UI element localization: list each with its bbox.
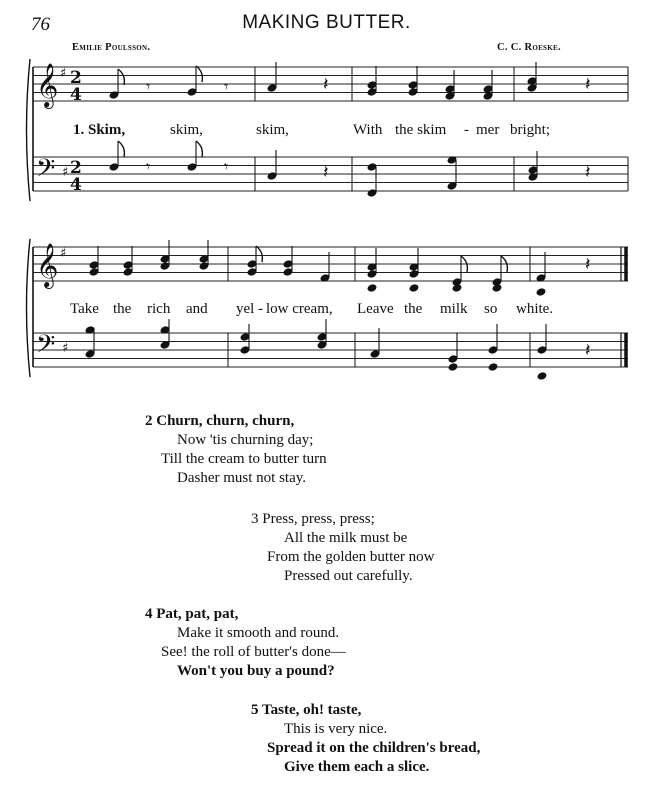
system-brace (27, 59, 31, 201)
time-signature-icon: 4 (70, 175, 82, 195)
lyric-syllable: the skim (395, 122, 447, 138)
verse-line: Now 'tis churning day; (177, 432, 314, 448)
verse-line: Make it smooth and round. (177, 625, 340, 641)
lyric-syllable: - (464, 122, 469, 138)
verse-line: This is very nice. (284, 721, 388, 737)
verse-line: Give them each a slice. (284, 759, 430, 775)
time-signature-icon: 2 (70, 158, 82, 178)
verse-line: 5 Taste, oh! taste, (251, 702, 362, 718)
verse-line: Won't you buy a pound? (177, 663, 335, 679)
quarter-rest-icon: 𝄽 (323, 74, 329, 95)
sharp-icon: ♯ (62, 341, 69, 356)
time-signature-icon: 2 (70, 68, 82, 88)
lyric-syllable: - (258, 301, 263, 317)
verse-line: Till the cream to butter turn (161, 451, 327, 467)
lyric-syllable: the (113, 301, 132, 317)
lyric-syllable: With (353, 122, 383, 138)
note-head (492, 283, 503, 293)
note-head (409, 283, 420, 293)
note-flag (256, 246, 262, 262)
lyric-syllable: the (404, 301, 423, 317)
verse-line: 3 Press, press, press; (251, 511, 375, 527)
lyric-syllable: skim, (170, 122, 203, 138)
quarter-rest-icon: 𝄽 (585, 162, 591, 183)
bass-clef-icon: 𝄢 (36, 330, 56, 365)
verse-line: From the golden butter now (267, 549, 435, 565)
lyric-syllable: skim, (256, 122, 289, 138)
sharp-icon: ♯ (60, 246, 67, 261)
verse-5 (251, 701, 481, 777)
bass-clef-icon: 𝄢 (36, 154, 56, 189)
system-brace (27, 239, 31, 377)
lyric-syllable: white. (516, 301, 554, 317)
eighth-rest-icon: 𝄾 (224, 77, 229, 96)
note-flag (118, 141, 124, 157)
verse-3 (251, 510, 435, 586)
quarter-rest-icon: 𝄽 (585, 340, 591, 361)
verse-line: 4 Pat, pat, pat, (145, 606, 239, 622)
lyric-syllable: Leave (357, 301, 394, 317)
staff-lines (27, 59, 629, 377)
verse-4 (145, 605, 346, 681)
verse-line: See! the roll of butter's done— (161, 644, 346, 660)
verse-line: Dasher must not stay. (177, 470, 307, 486)
lyric-syllable: rich (147, 301, 171, 317)
page-number: 76 (31, 14, 50, 35)
verse-line: 2 Churn, churn, churn, (145, 413, 295, 429)
note-head (452, 283, 463, 293)
note-head (537, 371, 548, 381)
lyric-syllable: low cream, (266, 301, 333, 317)
lyric-syllable: yel (236, 301, 255, 317)
treble-clef-icon: 𝄞 (36, 243, 59, 287)
sharp-icon: ♯ (60, 66, 67, 81)
lyric-syllable: mer (476, 122, 500, 138)
eighth-rest-icon: 𝄾 (224, 157, 229, 176)
treble-clef-icon: 𝄞 (36, 63, 59, 107)
note-head (448, 362, 459, 372)
composer-credit: C. C. Roeske. (497, 42, 561, 53)
quarter-rest-icon: 𝄽 (585, 254, 591, 275)
verse-line: All the milk must be (284, 530, 408, 546)
lyricist-credit: Emilie Poulsson. (72, 42, 151, 53)
note-flag (196, 141, 202, 157)
quarter-rest-icon: 𝄽 (585, 74, 591, 95)
lyric-syllable: so (484, 301, 498, 317)
verse-line: Spread it on the children's bread, (267, 740, 481, 756)
lyric-syllable: Take (70, 301, 99, 317)
song-title: MAKING BUTTER. (242, 12, 411, 33)
note-head (367, 283, 378, 293)
time-signature-icon: 4 (70, 85, 82, 105)
clefs (36, 63, 82, 365)
sharp-icon: ♯ (62, 165, 69, 180)
note-flag (196, 66, 202, 82)
lyric-syllable: 1. Skim, (73, 122, 126, 138)
lyric-syllable: bright; (510, 122, 550, 138)
note-head (488, 362, 499, 372)
note-head (536, 287, 547, 297)
lyric-syllable: and (186, 301, 208, 317)
quarter-rest-icon: 𝄽 (323, 162, 329, 183)
verse-line: Pressed out carefully. (284, 568, 413, 584)
lyric-syllable: milk (440, 301, 468, 317)
note-flag (118, 69, 124, 85)
eighth-rest-icon: 𝄾 (146, 157, 151, 176)
eighth-rest-icon: 𝄾 (146, 77, 151, 96)
verse-2 (145, 412, 327, 488)
